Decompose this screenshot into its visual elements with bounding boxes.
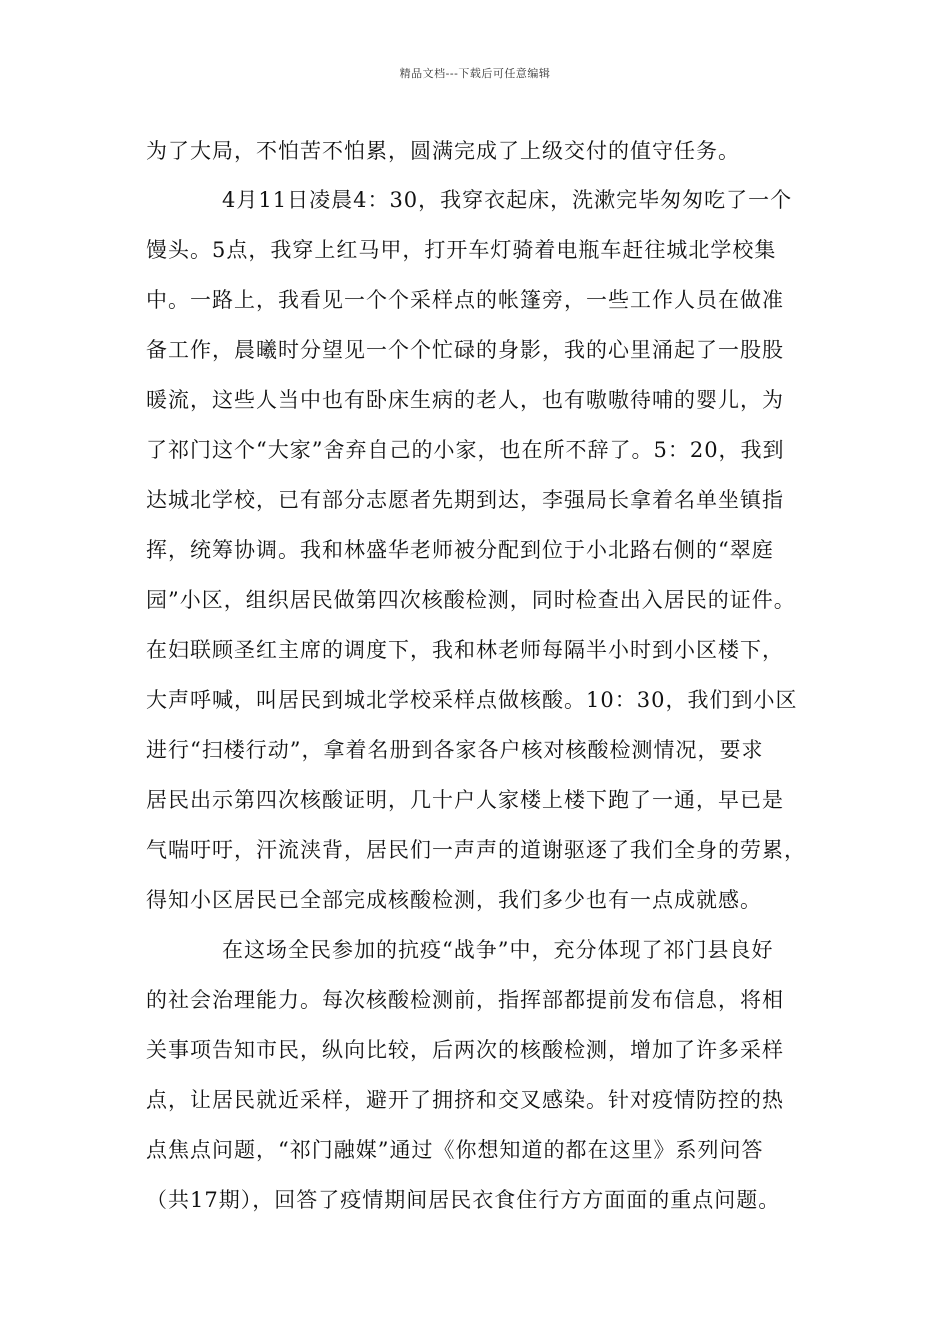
text-line: 备工作，晨曦时分望见一个个忙碌的身影，我的心里涌起了一股股 [146,338,784,362]
text-line: 在妇联顾圣红主席的调度下，我和林老师每隔半小时到小区楼下， [146,638,784,662]
text-line: 达城北学校，已有部分志愿者先期到达，李强局长拿着名单坐镇指 [146,488,784,512]
text-line: 的社会治理能力。每次核酸检测前，指挥部都提前发布信息，将相 [146,988,784,1012]
text-line: 进行“扫楼行动”，拿着名册到各家各户核对核酸检测情况，要求 [146,738,764,762]
paragraph-first-line: 在这场全民参加的抗疫“战争”中，充分体现了祁门县良好 [222,938,774,962]
text-line: 馒头。5点，我穿上红马甲，打开车灯骑着电瓶车赶往城北学校集 [146,238,777,262]
text-line: （共17期），回答了疫情期间居民衣食住行方方面面的重点问题。 [146,1188,781,1212]
text-line: 居民出示第四次核酸证明，几十户人家楼上楼下跑了一通，早已是 [146,788,784,812]
text-line: 了祁门这个“大家”舍弃自己的小家，也在所不辞了。5：20，我到 [146,438,785,462]
paragraph-first-line: 4月11日凌晨4：30，我穿衣起床，洗漱完毕匆匆吃了一个 [222,188,793,212]
text-line: 为了大局，不怕苦不怕累，圆满完成了上级交付的值守任务。 [146,139,740,163]
text-line: 点，让居民就近采样，避开了拥挤和交叉感染。针对疫情防控的热 [146,1088,784,1112]
text-line: 暖流，这些人当中也有卧床生病的老人，也有嗷嗷待哺的婴儿，为 [146,388,784,412]
text-line: 中。一路上，我看见一个个采样点的帐篷旁，一些工作人员在做准 [146,288,784,312]
text-line: 园”小区，组织居民做第四次核酸检测，同时检查出入居民的证件。 [146,588,796,612]
text-line: 点焦点问题，“祁门融媒”通过《你想知道的都在这里》系列问答 [146,1138,764,1162]
text-line: 关事项告知市民，纵向比较，后两次的核酸检测，增加了许多采样 [146,1038,784,1062]
text-line: 得知小区居民已全部完成核酸检测，我们多少也有一点成就感。 [146,888,762,912]
text-line: 挥，统筹协调。我和林盛华老师被分配到位于小北路右侧的“翠庭 [146,538,774,562]
text-line: 气喘吁吁，汗流浃背，居民们一声声的道谢驱逐了我们全身的劳累， [146,838,806,862]
page-header: 精品文档---下载后可任意编辑 [399,67,551,80]
text-line: 大声呼喊，叫居民到城北学校采样点做核酸。10：30，我们到小区 [146,688,798,712]
